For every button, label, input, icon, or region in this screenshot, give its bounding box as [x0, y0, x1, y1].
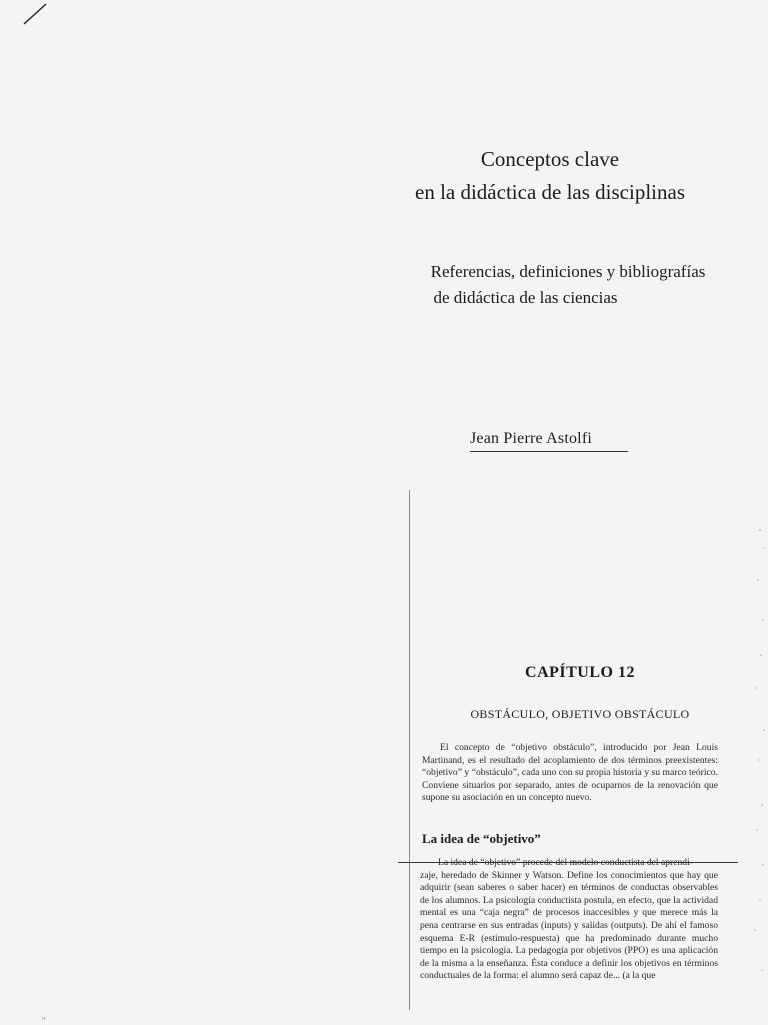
book-subtitle-line-1: Referencias, definiciones y bibliografías — [430, 262, 706, 281]
section-body-text: zaje, heredado de Skinner y Watson. Define los conocimientos que hay que adquirir (sean saberes o saber hacer) en términos de conductas observables de los alumnos. La psicología conductista postula, en efecto, que la actividad mental es una “caja negra” de procesos inaccesibles y que merece más la pena centrarse en sus entradas (inputs) y salidas (outputs). De ahí el famoso esquema E-R (estímulo-respuesta) que ha predominado durante mucho tiempo en la psicología. La pedagogía por objetivos (PPO) es una aplicación de la misma a la enseñanza. Ésta conduce a definir los objetivos en términos conductuales de la forma: el alumno será capaz de... (a la que — [420, 869, 718, 982]
corner-mark: " — [42, 1016, 46, 1025]
pen-stroke-mark — [22, 2, 48, 26]
book-title-line-2: en la didáctica de las disciplinas — [415, 180, 685, 204]
section-body — [420, 857, 718, 983]
section-heading: La idea de “objetivo” — [422, 831, 541, 846]
scan-margin-line — [409, 490, 410, 1010]
book-title-line-1: Conceptos clave — [480, 147, 620, 171]
chapter-number: CAPÍTULO 12 — [525, 664, 635, 681]
scan-noise-specks — [730, 520, 768, 1000]
intro-paragraph: El concepto de “objetivo obstáculo”, introducido por Jean Louis Martinand, es el resultado del acoplamiento de dos términos preexistentes: “objetivo” y “obstáculo”, cada uno con su propia historia y su marco teórico. Conviene situarlos por separado, antes de ocuparnos de la renovación que supone su asociación en un concepto nuevo. — [422, 742, 718, 803]
section-first-line: La idea de “objetivo” procede del modelo conductista del aprendi- — [438, 857, 693, 868]
chapter-title: OBSTÁCULO, OBJETIVO OBSTÁCULO — [470, 707, 690, 721]
book-subtitle-line-2: de didáctica de las ciencias — [433, 288, 618, 307]
author-name: Jean Pierre Astolfi — [470, 430, 592, 447]
author-underline — [470, 451, 628, 452]
